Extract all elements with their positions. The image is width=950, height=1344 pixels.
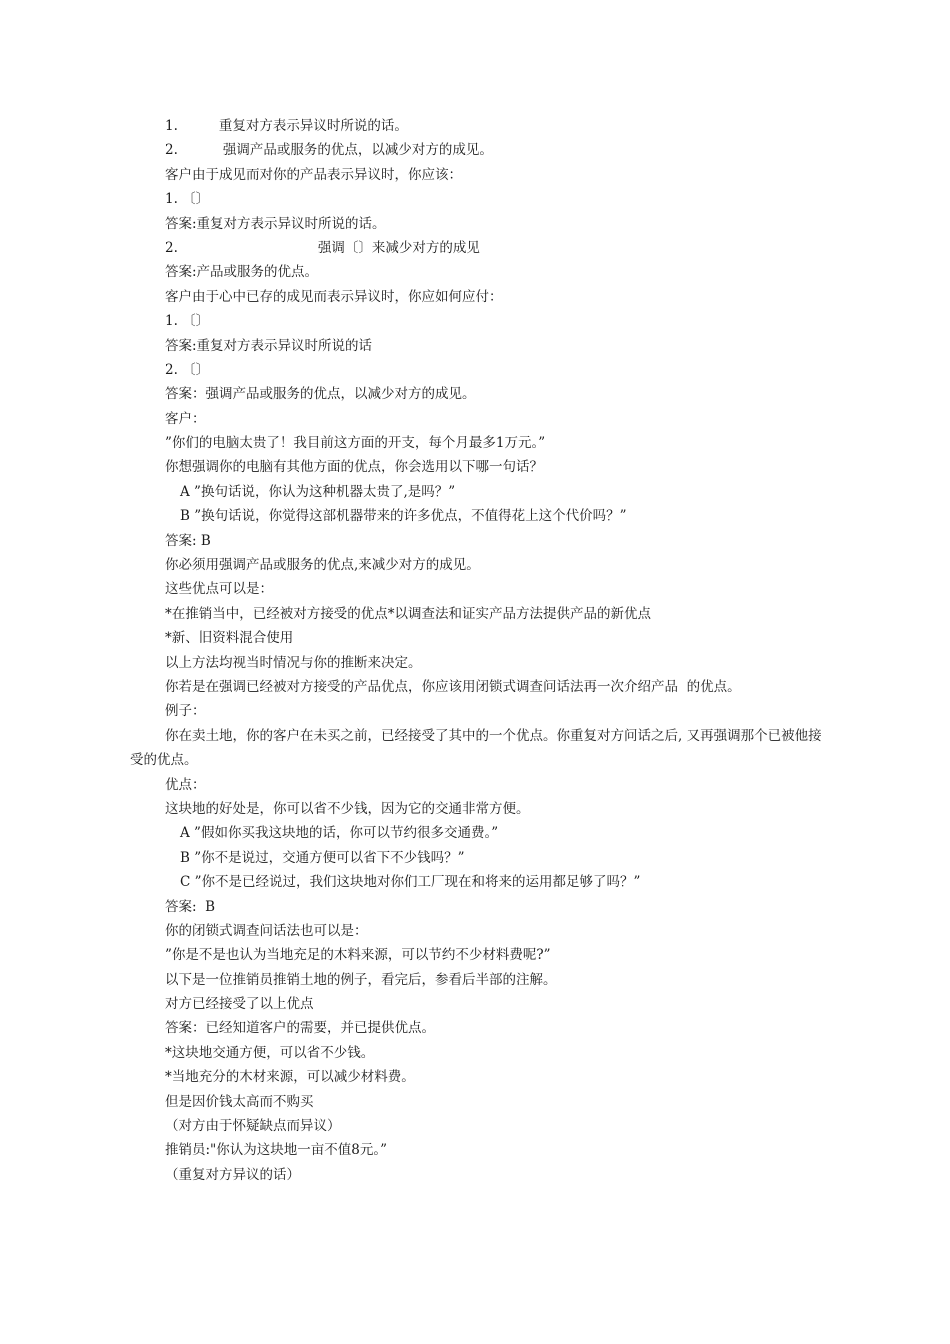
list-number: 2. [165,142,178,159]
text-line: *在推销当中，已经被对方接受的优点*以调查法和证实产品方法提供产品的新优点 [165,605,651,622]
text-line: C ”你不是已经说过，我们这块地对你们工厂现在和将来的运用都足够了吗？” [180,874,641,891]
list-number: 2. [165,239,178,256]
text-line: （对方由于怀疑缺点而异议） [165,1118,341,1135]
list-text: 重复对方表示异议时所说的话。 [218,118,408,134]
text-line: 以上方法均视当时情况与你的推断来决定。 [165,654,422,671]
text-line: 答案：已经知道客户的需要，并已提供优点。 [165,1020,435,1037]
text-line: 这块地的好处是，你可以省不少钱，因为它的交通非常方便。 [165,800,530,817]
text-line: 以下是一位推销员推销土地的例子，看完后，参看后半部的注解。 [165,971,557,988]
text-line: 答案:产品或服务的优点。 [165,264,319,281]
text-line: 1. 〔〕 [165,313,210,330]
text-line: 答案: B [165,898,216,915]
list-number: 1. [165,118,178,134]
list-text: 强调〔〕来减少对方的成见 [317,239,480,256]
text-line: 你若是在强调已经被对方接受的产品优点，你应该用闭锁式调查问话法再一次介绍产品 的优点。 [165,678,741,695]
text-line: ”你是不是也认为当地充足的木料来源，可以节约不少材料费呢?” [165,947,551,964]
text-line: 你的闭锁式调查问话法也可以是： [165,922,368,939]
text-line: *当地充分的木材来源，可以减少材料费。 [165,1069,415,1086]
text-line: 这些优点可以是： [165,581,273,598]
text-line: 你必须用强调产品或服务的优点,来减少对方的成见。 [165,557,480,574]
text-line [165,236,825,260]
document-body [130,114,825,1187]
text-line: 答案：强调产品或服务的优点，以减少对方的成见。 [165,386,476,403]
text-line [165,138,825,162]
text-line: B ”换句话说，你觉得这部机器带来的许多优点，不值得花上这个代价吗？” [180,508,627,525]
example-paragraph: 你在卖土地，你的客户在未买之前，已经接受了其中的一个优点。你重复对方问话之后, 又再强调那个已被他接受的优点。 [130,727,822,769]
text-line: （重复对方异议的话） [165,1166,300,1183]
text-line: *新、旧资料混合使用 [165,630,294,647]
text-line: ”你们的电脑太贵了！我目前这方面的开支，每个月最多1万元。” [165,435,546,452]
text-line: *这块地交通方便，可以省不少钱。 [165,1044,375,1061]
text-line: 但是因价钱太高而不购买 [165,1093,314,1110]
list-text: 强调产品或服务的优点，以减少对方的成见。 [222,142,493,159]
text-line: 2. 〔〕 [165,361,210,378]
text-line: 客户由于成见而对你的产品表示异议时，你应该： [165,166,462,183]
text-line: B ”你不是说过，交通方便可以省下不少钱吗？” [180,849,465,866]
text-line: A ”假如你买我这块地的话，你可以节约很多交通费。” [180,825,499,842]
text-line: 客户由于心中已存的成见而表示异议时，你应如何应付： [165,288,503,305]
text-line [165,114,825,138]
text-line: 客户： [165,410,206,427]
text-line: A ”换句话说，你认为这种机器太贵了,是吗？” [180,483,456,500]
text-line: 你想强调你的电脑有其他方面的优点，你会选用以下哪一句话？ [165,459,543,476]
text-line: 对方已经接受了以上优点 [165,996,314,1013]
text-line: 例子： [165,703,206,720]
text-line: 答案: B [165,532,211,549]
text-line: 答案:重复对方表示异议时所说的话。 [165,215,386,232]
text-line: 答案:重复对方表示异议时所说的话 [165,337,373,354]
text-line: 推销员:"你认为这块地一亩不值8元。” [165,1142,387,1159]
text-line: 1. 〔〕 [165,191,210,208]
text-line: 优点： [165,776,206,793]
